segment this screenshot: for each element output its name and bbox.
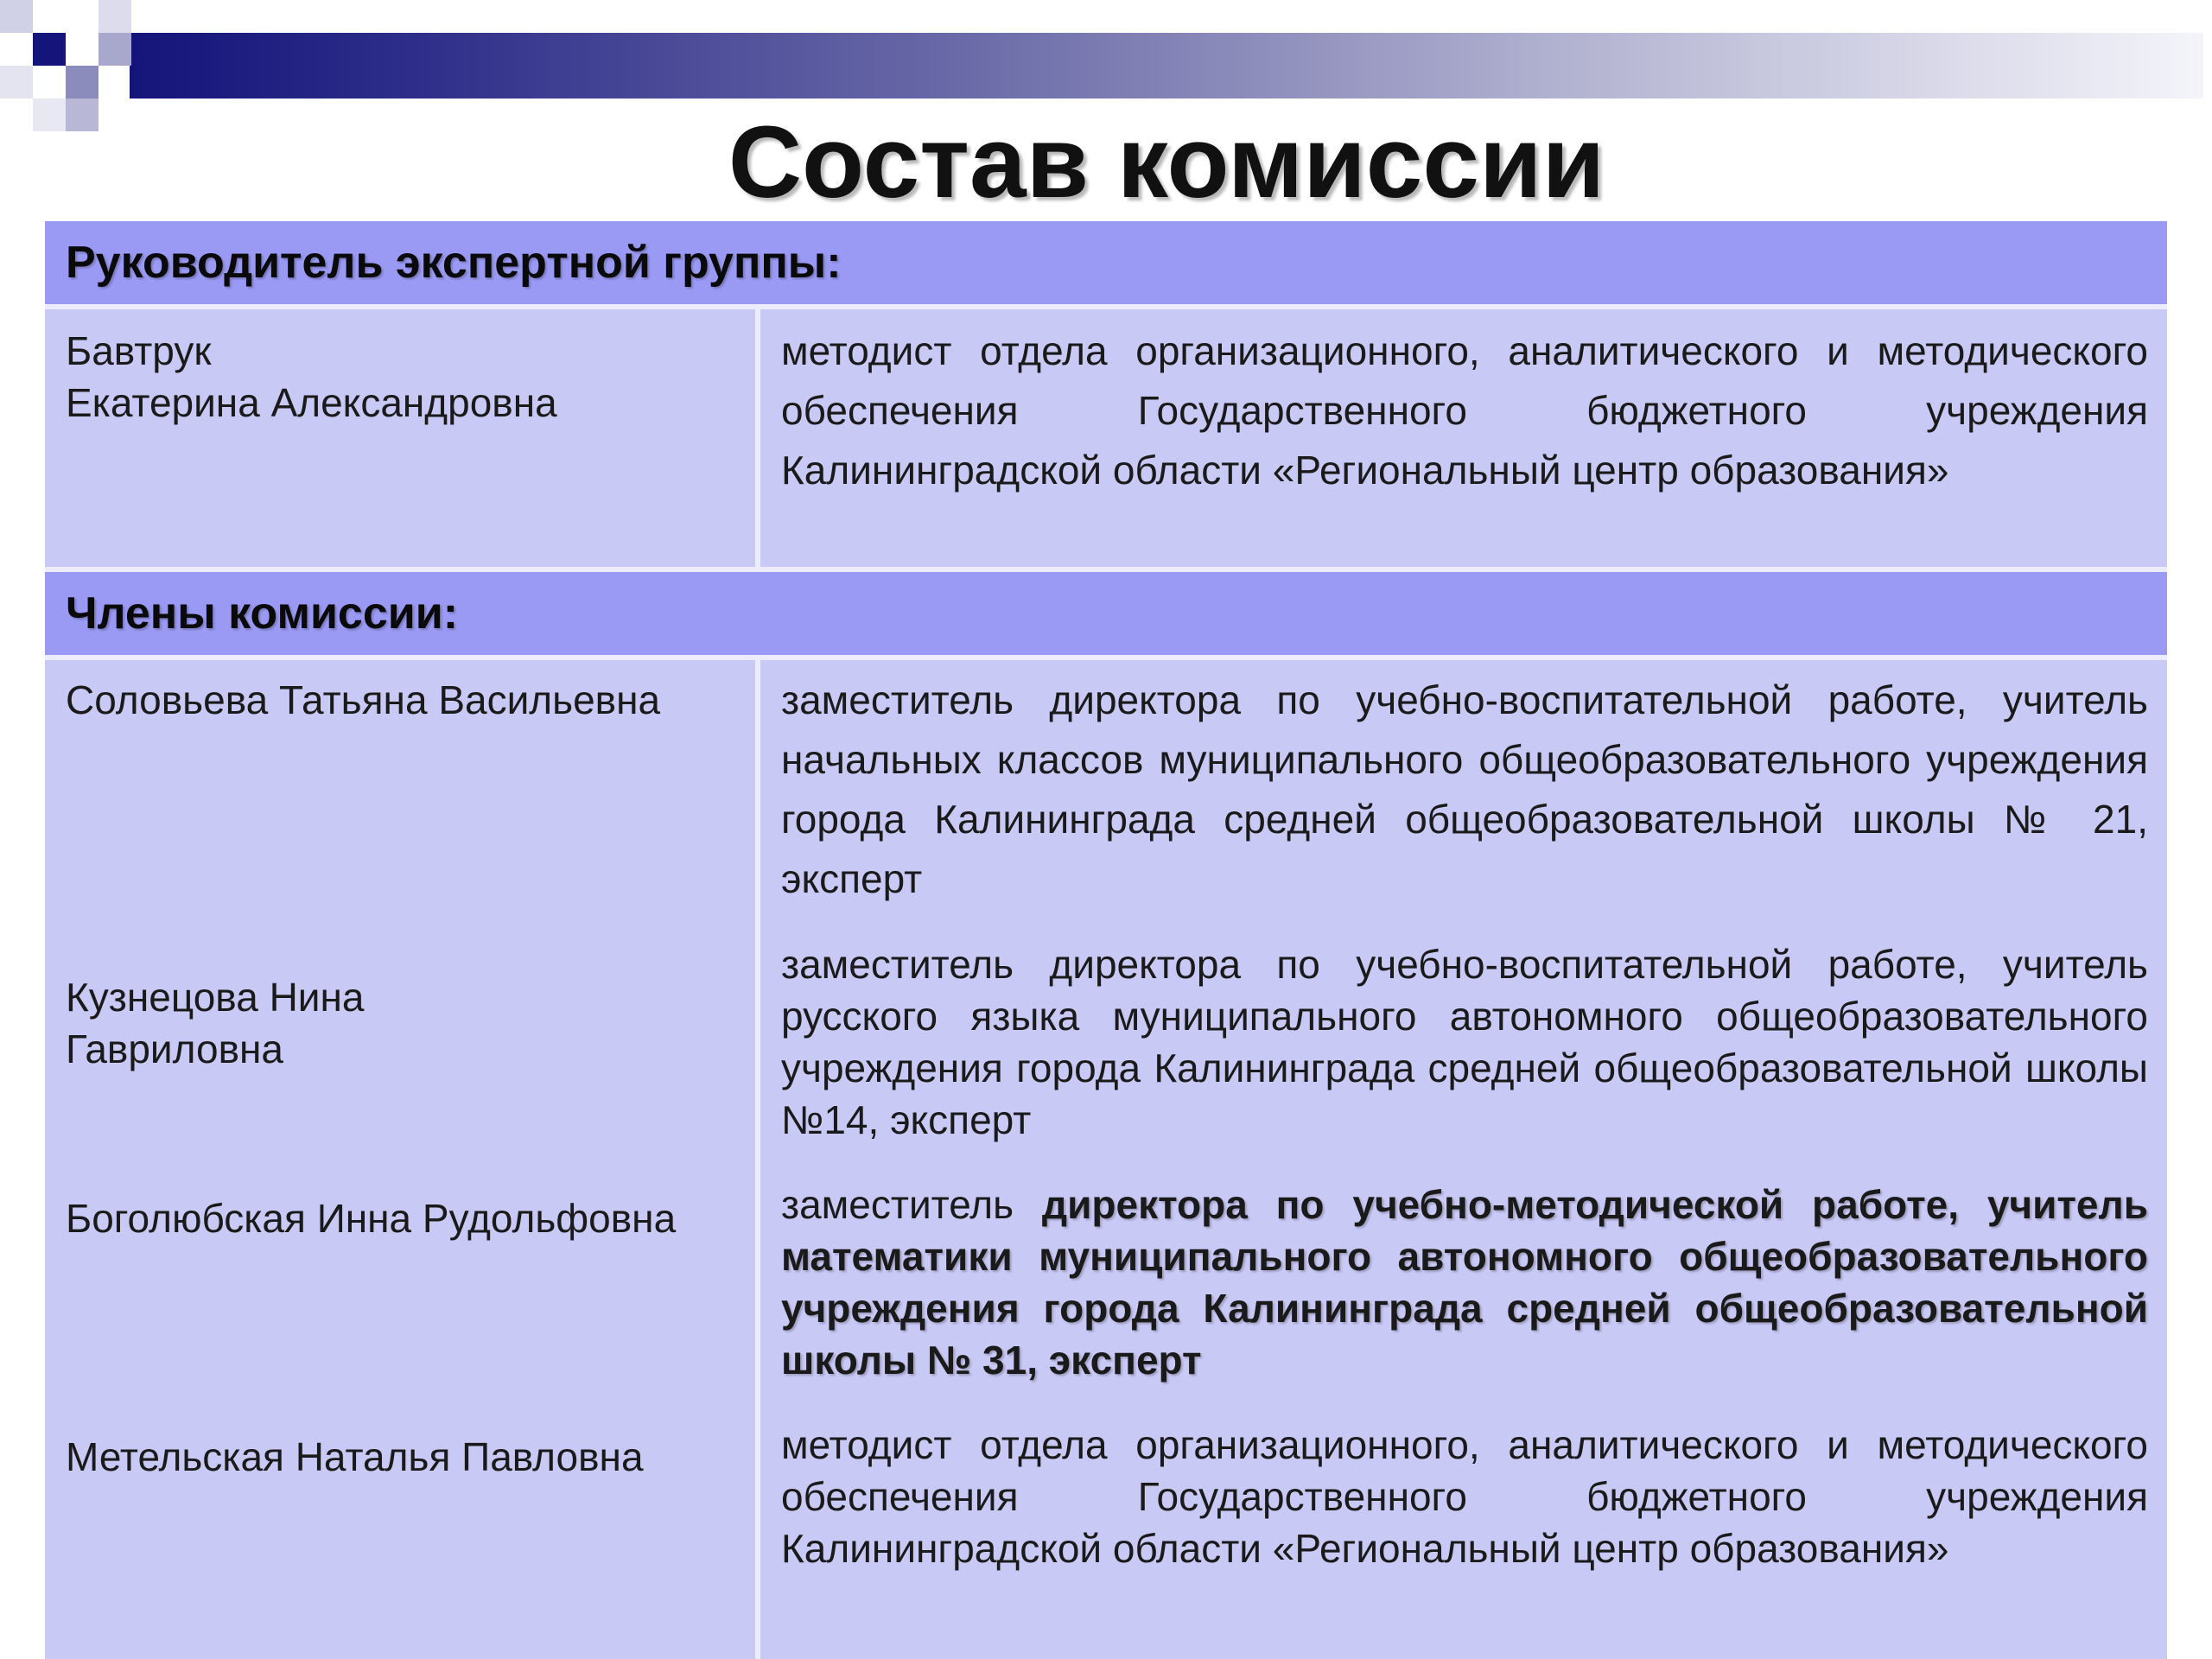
member-description-rest: директора по учебно-методической работе, учитель математики муниципального автономного общеобразовательного учреждения города Калининграда средней общеобразовательной школы № 31, эксперт bbox=[781, 1182, 2148, 1382]
member-surname: Кузнецова Нина bbox=[66, 975, 365, 1020]
decor-square bbox=[99, 0, 131, 33]
member-name bbox=[66, 1192, 757, 1244]
member-given-names: Гавриловна bbox=[66, 1027, 283, 1071]
decor-square bbox=[66, 33, 99, 66]
leader-surname: Бавтрук bbox=[66, 328, 212, 373]
member-full-name: Метельская Наталья Павловна bbox=[66, 1434, 644, 1479]
column-divider bbox=[755, 660, 760, 1659]
member-name bbox=[66, 1431, 757, 1483]
decor-square bbox=[33, 33, 66, 66]
member-description: заместитель директора по учебно-воспитательной работе, учитель русского языка муниципального автономного общеобразовательного учреждения города Калининграда средней общеобразовательной школы №14, эксперт bbox=[781, 942, 2148, 1142]
leader-given-names: Екатерина Александровна bbox=[66, 380, 557, 425]
row-divider bbox=[45, 655, 2167, 660]
member-description: методист отдела организационного, аналитического и методического обеспечения Государственного бюджетного учреждения Калининградской области «Региональный центр образования» bbox=[781, 1422, 2148, 1571]
header-gradient-bar bbox=[130, 33, 2203, 99]
leader-name bbox=[66, 325, 757, 429]
decor-square bbox=[0, 0, 33, 33]
commission-table bbox=[45, 221, 2167, 1659]
decor-square bbox=[0, 66, 33, 99]
member-description: заместитель директора по учебно-воспитательной работе, учитель начальных классов муниципального общеобразовательного учреждения города Калининграда средней общеобразовательной школы № 21, эксперт bbox=[781, 677, 2148, 901]
member-full-name: Боголюбская Инна Рудольфовна bbox=[66, 1196, 677, 1241]
decor-square bbox=[66, 66, 99, 99]
member-description-start: заместитель bbox=[781, 1182, 1042, 1227]
slide-title: Состав комиссии bbox=[728, 105, 1605, 219]
member-description bbox=[781, 1179, 2148, 1386]
member-full-name: Соловьева Татьяна Васильевна bbox=[66, 677, 661, 722]
member-name bbox=[66, 674, 757, 726]
decor-square bbox=[99, 33, 131, 66]
leader-description: методист отдела организационного, аналитического и методического обеспечения Государственного бюджетного учреждения Калининградской области «Региональный центр образования» bbox=[781, 328, 2148, 493]
row-divider bbox=[45, 304, 2167, 309]
member-name bbox=[66, 971, 757, 1075]
leader-section-header: Руководитель экспертной группы: bbox=[45, 221, 2167, 304]
members-section-header: Члены комиссии: bbox=[45, 572, 2167, 655]
